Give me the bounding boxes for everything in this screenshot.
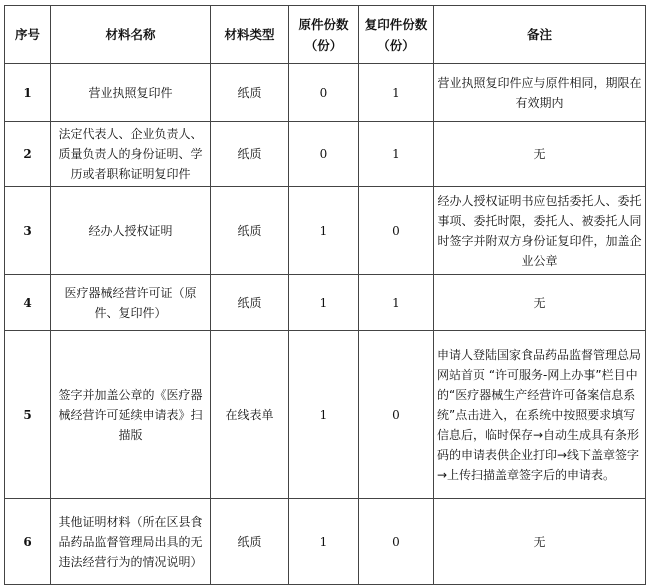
row-orig: 1 [289, 187, 359, 275]
row-type: 纸质 [211, 275, 289, 331]
row-name: 法定代表人、企业负责人、质量负责人的身份证明、学历或者职称证明复印件 [51, 122, 211, 187]
row-seq: 1 [5, 64, 51, 122]
row-copy: 0 [359, 499, 434, 585]
header-row [5, 6, 646, 64]
row-name: 医疗器械经营许可证（原件、复印件） [51, 275, 211, 331]
materials-table [4, 5, 646, 585]
row-copy: 1 [359, 122, 434, 187]
header-name: 材料名称 [51, 6, 211, 64]
row-note: 经办人授权证明书应包括委托人、委托事项、委托时限，委托人、被委托人同时签字并附双方身份证复印件，加盖企业公章 [434, 187, 646, 275]
table-row [5, 331, 646, 499]
row-name: 营业执照复印件 [51, 64, 211, 122]
header-type: 材料类型 [211, 6, 289, 64]
row-orig: 1 [289, 275, 359, 331]
row-type: 在线表单 [211, 331, 289, 499]
row-name: 其他证明材料（所在区县食品药品监督管理局出具的无违法经营行为的情况说明） [51, 499, 211, 585]
row-type: 纸质 [211, 499, 289, 585]
row-note: 申请人登陆国家食品药品监督管理总局网站首页 “许可服务-网上办事”栏目中的“医疗器械生产经营许可备案信息系统”点击进入，在系统中按照要求填写信息后，临时保存→自动生成具有条形码的申请表供企业打印→线下盖章签字→上传扫描盖章签字后的申请表。 [434, 331, 646, 499]
row-seq: 6 [5, 499, 51, 585]
table-row [5, 64, 646, 122]
row-orig: 1 [289, 499, 359, 585]
row-orig: 0 [289, 64, 359, 122]
header-note: 备注 [434, 6, 646, 64]
header-seq: 序号 [5, 6, 51, 64]
row-copy: 0 [359, 331, 434, 499]
row-type: 纸质 [211, 187, 289, 275]
table-row [5, 275, 646, 331]
row-note: 营业执照复印件应与原件相同，期限在有效期内 [434, 64, 646, 122]
table-row [5, 187, 646, 275]
row-seq: 3 [5, 187, 51, 275]
header-orig: 原件份数（份） [289, 6, 359, 64]
row-copy: 1 [359, 275, 434, 331]
row-note: 无 [434, 275, 646, 331]
row-orig: 0 [289, 122, 359, 187]
row-type: 纸质 [211, 122, 289, 187]
row-note: 无 [434, 122, 646, 187]
row-note: 无 [434, 499, 646, 585]
row-copy: 1 [359, 64, 434, 122]
row-orig: 1 [289, 331, 359, 499]
row-name: 经办人授权证明 [51, 187, 211, 275]
table-row [5, 499, 646, 585]
row-copy: 0 [359, 187, 434, 275]
row-seq: 2 [5, 122, 51, 187]
row-seq: 4 [5, 275, 51, 331]
row-seq: 5 [5, 331, 51, 499]
header-copy: 复印件份数（份） [359, 6, 434, 64]
table-row [5, 122, 646, 187]
row-name: 签字并加盖公章的《医疗器械经营许可延续申请表》扫描版 [51, 331, 211, 499]
row-type: 纸质 [211, 64, 289, 122]
